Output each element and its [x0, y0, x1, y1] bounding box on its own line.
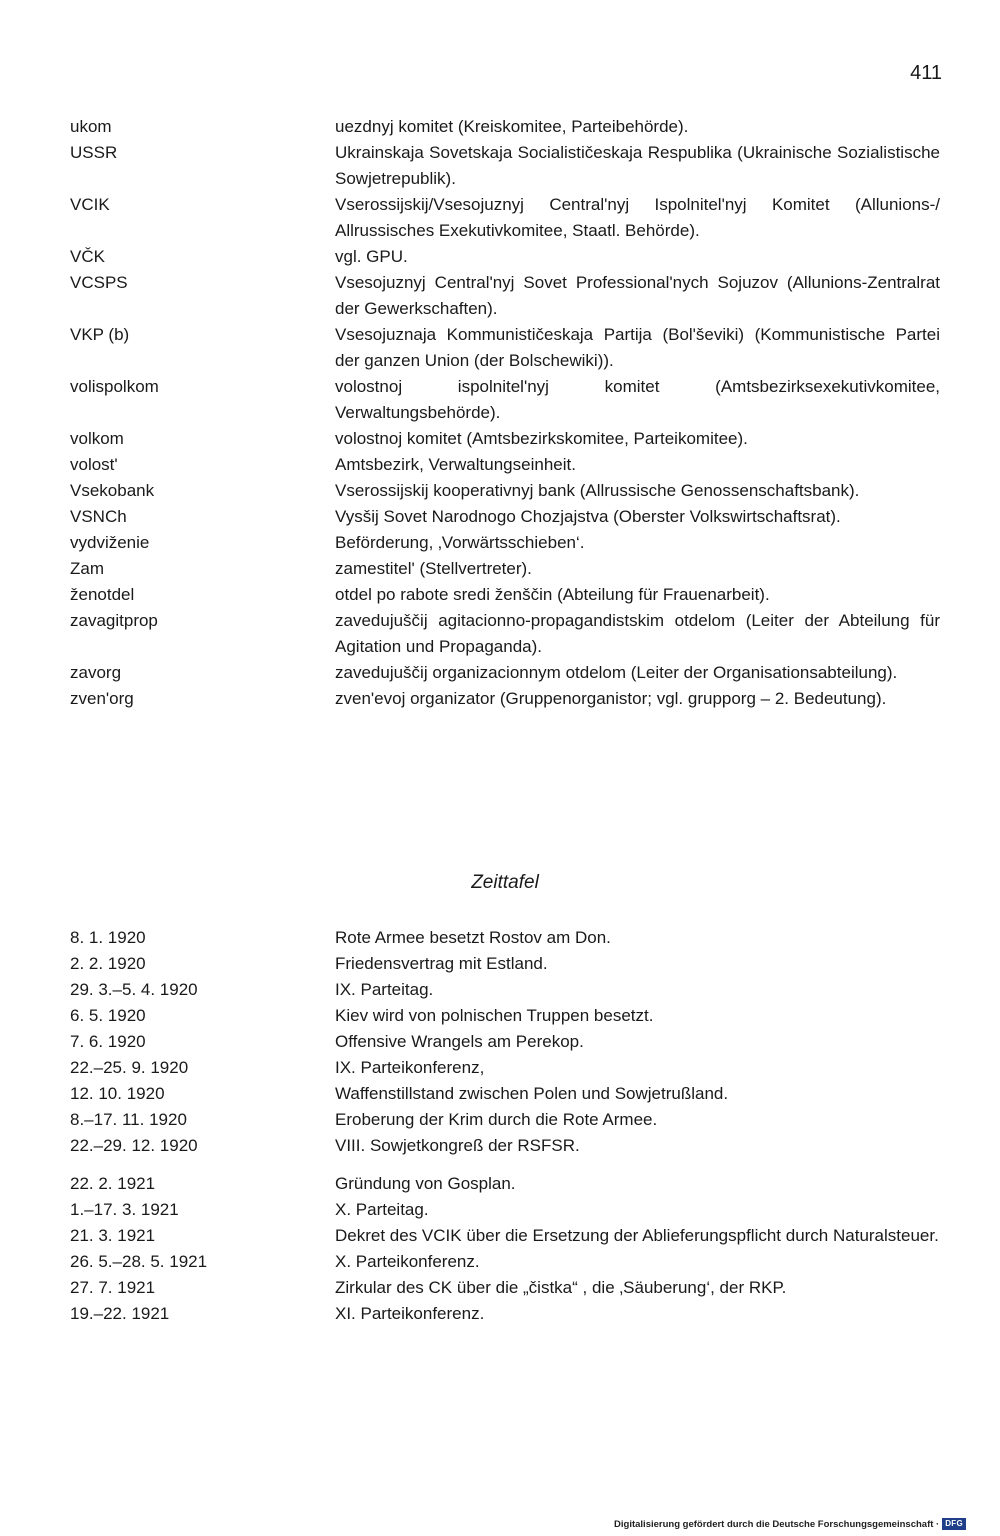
abbreviation-entry	[0, 556, 1000, 582]
abbreviation-term: VCSPS	[70, 273, 128, 292]
dfg-logo-icon: DFG	[942, 1518, 966, 1530]
chronology-event: IX. Parteitag.	[335, 980, 434, 999]
abbreviation-term: VCIK	[70, 195, 110, 214]
abbreviation-definition: uezdnyj komitet (Kreiskomitee, Parteibehörde).	[335, 117, 689, 136]
chronology-event: Dekret des VCIK über die Ersetzung der Ablieferungspflicht durch Naturalsteuer.	[335, 1226, 939, 1245]
abbreviation-term: zven'org	[70, 689, 134, 708]
abbreviation-definition: Vsesojuznyj Central'nyj Sovet Professional'nych Sojuzov (Allunions-Zentralrat der Gewerkschaften).	[335, 273, 940, 318]
chronology-event: X. Parteitag.	[335, 1200, 429, 1219]
chronology-event: Kiev wird von polnischen Truppen besetzt.	[335, 1006, 654, 1025]
abbreviation-definition: Ukrainskaja Sovetskaja Socialističeskaja Respublika (Ukrainische Sozialistische Sowjetrepublik).	[335, 143, 940, 188]
abbreviation-term: VČK	[70, 247, 105, 266]
abbreviation-term: volost'	[70, 455, 118, 474]
chronology-entry	[0, 925, 1000, 951]
abbreviation-term: USSR	[70, 143, 118, 162]
chronology-entry	[0, 951, 1000, 977]
chronology-date: 21. 3. 1921	[70, 1226, 156, 1245]
chronology-entry	[0, 1029, 1000, 1055]
abbreviation-definition: zamestitel' (Stellvertreter).	[335, 559, 532, 578]
abbreviation-term: VSNCh	[70, 507, 127, 526]
chronology-date: 22.–29. 12. 1920	[70, 1136, 198, 1155]
chronology-entry	[0, 1003, 1000, 1029]
abbreviation-definition: Amtsbezirk, Verwaltungseinheit.	[335, 455, 576, 474]
abbreviation-entry	[0, 530, 1000, 556]
chronology-event: Gründung von Gosplan.	[335, 1174, 516, 1193]
chronology-event: Eroberung der Krim durch die Rote Armee.	[335, 1110, 658, 1129]
chronology-event: Waffenstillstand zwischen Polen und Sowjetrußland.	[335, 1084, 729, 1103]
abbreviation-definition: volostnoj ispolnitel'nyj komitet (Amtsbezirksexekutivkomitee, Verwaltungsbehörde).	[335, 377, 940, 422]
abbreviation-list	[0, 114, 1000, 712]
abbreviation-entry	[0, 478, 1000, 504]
abbreviation-term: vydviženie	[70, 533, 150, 552]
abbreviation-entry	[0, 270, 1000, 322]
chronology-event: VIII. Sowjetkongreß der RSFSR.	[335, 1136, 580, 1155]
chronology-date: 19.–22. 1921	[70, 1304, 170, 1323]
abbreviation-definition: zavedujuščij organizacionnym otdelom (Leiter der Organisationsabteilung).	[335, 663, 898, 682]
abbreviation-entry	[0, 140, 1000, 192]
abbreviation-definition: zven'evoj organizator (Gruppenorganistor; vgl. grupporg – 2. Bedeutung).	[335, 689, 887, 708]
abbreviation-entry	[0, 608, 1000, 660]
abbreviation-term: Zam	[70, 559, 104, 578]
abbreviation-term: VKP (b)	[70, 325, 130, 344]
chronology-date: 22.–25. 9. 1920	[70, 1058, 189, 1077]
abbreviation-entry	[0, 686, 1000, 712]
chronology-event: IX. Parteikonferenz,	[335, 1058, 485, 1077]
chronology-entry	[0, 1055, 1000, 1081]
abbreviation-definition: vgl. GPU.	[335, 247, 408, 266]
chronology-entry	[0, 1133, 1000, 1159]
chronology-table	[0, 925, 1000, 1327]
chronology-date: 2. 2. 1920	[70, 954, 146, 973]
chronology-date: 27. 7. 1921	[70, 1278, 156, 1297]
chronology-title: Zeittafel	[471, 872, 539, 893]
chronology-date: 8. 1. 1920	[70, 928, 146, 947]
digitization-credit	[614, 1518, 966, 1530]
chronology-entry	[0, 1107, 1000, 1133]
abbreviation-entry	[0, 244, 1000, 270]
abbreviation-term: ukom	[70, 117, 112, 136]
abbreviation-entry	[0, 452, 1000, 478]
chronology-entry	[0, 977, 1000, 1003]
chronology-entry	[0, 1249, 1000, 1275]
abbreviation-entry	[0, 192, 1000, 244]
abbreviation-entry	[0, 114, 1000, 140]
abbreviation-term: zavagitprop	[70, 611, 158, 630]
chronology-entry	[0, 1081, 1000, 1107]
abbreviation-term: Vsekobank	[70, 481, 155, 500]
abbreviation-definition: Beförderung, ‚Vorwärtsschieben‘.	[335, 533, 585, 552]
chronology-entry	[0, 1171, 1000, 1197]
abbreviation-definition: Vsesojuznaja Kommunističeskaja Partija (Bol'ševiki) (Kommunistische Partei der ganzen Union (der Bolschewiki)).	[335, 325, 940, 370]
chronology-entry	[0, 1223, 1000, 1249]
abbreviation-term: volkom	[70, 429, 124, 448]
chronology-event: Offensive Wrangels am Perekop.	[335, 1032, 584, 1051]
chronology-entry	[0, 1301, 1000, 1327]
chronology-date: 22. 2. 1921	[70, 1174, 156, 1193]
page-number: 411	[910, 62, 942, 84]
abbreviation-entry	[0, 660, 1000, 686]
chronology-event: XI. Parteikonferenz.	[335, 1304, 485, 1323]
chronology-date: 26. 5.–28. 5. 1921	[70, 1252, 208, 1271]
chronology-event: X. Parteikonferenz.	[335, 1252, 480, 1271]
abbreviation-entry	[0, 374, 1000, 426]
abbreviation-definition: otdel po rabote sredi ženščin (Abteilung für Frauenarbeit).	[335, 585, 770, 604]
abbreviation-definition: Vserossijskij kooperativnyj bank (Allrussische Genossenschaftsbank).	[335, 481, 860, 500]
abbreviation-definition: volostnoj komitet (Amtsbezirkskomitee, Parteikomitee).	[335, 429, 748, 448]
abbreviation-entry	[0, 504, 1000, 530]
chronology-event: Rote Armee besetzt Rostov am Don.	[335, 928, 611, 947]
chronology-date: 12. 10. 1920	[70, 1084, 165, 1103]
abbreviation-definition: Vserossijskij/Vsesojuznyj Central'nyj Ispolnitel'nyj Komitet (Allunions-/ Allrussisches Exekutivkomitee, Staatl. Behörde).	[335, 195, 940, 240]
chronology-date: 6. 5. 1920	[70, 1006, 146, 1025]
chronology-date: 8.–17. 11. 1920	[70, 1110, 187, 1129]
abbreviation-term: volispolkom	[70, 377, 159, 396]
abbreviation-definition: Vysšij Sovet Narodnogo Chozjajstva (Oberster Volkswirtschaftsrat).	[335, 507, 841, 526]
credit-text: Digitalisierung gefördert durch die Deutsche Forschungsgemeinschaft ·	[614, 1518, 940, 1530]
chronology-event: Friedensvertrag mit Estland.	[335, 954, 548, 973]
abbreviation-term: zavorg	[70, 663, 122, 682]
chronology-entry	[0, 1197, 1000, 1223]
chronology-date: 1.–17. 3. 1921	[70, 1200, 179, 1219]
chronology-date: 29. 3.–5. 4. 1920	[70, 980, 198, 999]
abbreviation-entry	[0, 582, 1000, 608]
chronology-date: 7. 6. 1920	[70, 1032, 146, 1051]
abbreviation-term: ženotdel	[70, 585, 135, 604]
abbreviation-entry	[0, 426, 1000, 452]
chronology-event: Zirkular des CK über die „čistka“ , die ‚Säuberung‘, der RKP.	[335, 1278, 787, 1297]
abbreviation-definition: zavedujuščij agitacionno-propagandistskim otdelom (Leiter der Abteilung für Agitation und Propaganda).	[335, 611, 940, 656]
abbreviation-entry	[0, 322, 1000, 374]
chronology-entry	[0, 1275, 1000, 1301]
